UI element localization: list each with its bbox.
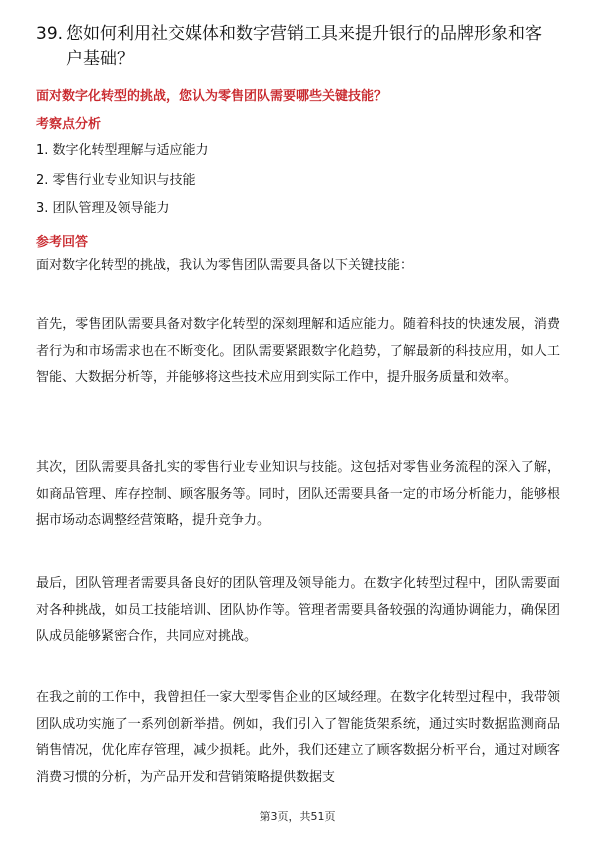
answer-paragraph: 其次，团队需要具备扎实的零售行业专业知识与技能。这包括对零售业务流程的深入了解，如商品管理、库存控制、顾客服务等。同时，团队还需要具备一定的市场分析能力，能够根据市场动态调整经营策略，提升竞争力。 <box>36 460 560 528</box>
page-footer: 第3页，共51页 <box>259 810 336 823</box>
answer-paragraph: 面对数字化转型的挑战，我认为零售团队需要具备以下关键技能： <box>36 258 414 273</box>
question-number: 39. <box>36 24 64 44</box>
analysis-item: 2. 零售行业专业知识与技能 <box>36 173 196 188</box>
question-line-2: 户基础？ <box>66 49 134 69</box>
sub-question: 面对数字化转型的挑战，您认为零售团队需要哪些关键技能？ <box>36 89 388 104</box>
answer-paragraph: 最后，团队管理者需要具备良好的团队管理及领导能力。在数字化转型过程中，团队需要面对各种挑战，如员工技能培训、团队协作等。管理者需要具备较强的沟通协调能力，确保团队成员能够紧密合作，共同应对挑战。 <box>36 576 560 644</box>
question-title <box>36 22 566 72</box>
answer-paragraph: 在我之前的工作中，我曾担任一家大型零售企业的区域经理。在数字化转型过程中，我带领团队成功实施了一系列创新举措。例如，我们引入了智能货架系统，通过实时数据监测商品销售情况，优化库存管理，减少损耗。此外，我们还建立了顾客数据分析平台，通过对顾客消费习惯的分析，为产品开发和营销策略提供数据支 <box>36 690 560 785</box>
answer-heading: 参考回答 <box>36 235 89 250</box>
question-line-1: 您如何利用社交媒体和数字营销工具来提升银行的品牌形象和客 <box>66 24 542 44</box>
analysis-heading: 考察点分析 <box>36 117 102 132</box>
analysis-item: 3. 团队管理及领导能力 <box>36 201 170 216</box>
analysis-item: 1. 数字化转型理解与适应能力 <box>36 143 209 158</box>
answer-paragraph: 首先，零售团队需要具备对数字化转型的深刻理解和适应能力。随着科技的快速发展，消费者行为和市场需求也在不断变化。团队需要紧跟数字化趋势，了解最新的科技应用，如人工智能、大数据分析等，并能够将这些技术应用到实际工作中，提升服务质量和效率。 <box>36 317 560 385</box>
